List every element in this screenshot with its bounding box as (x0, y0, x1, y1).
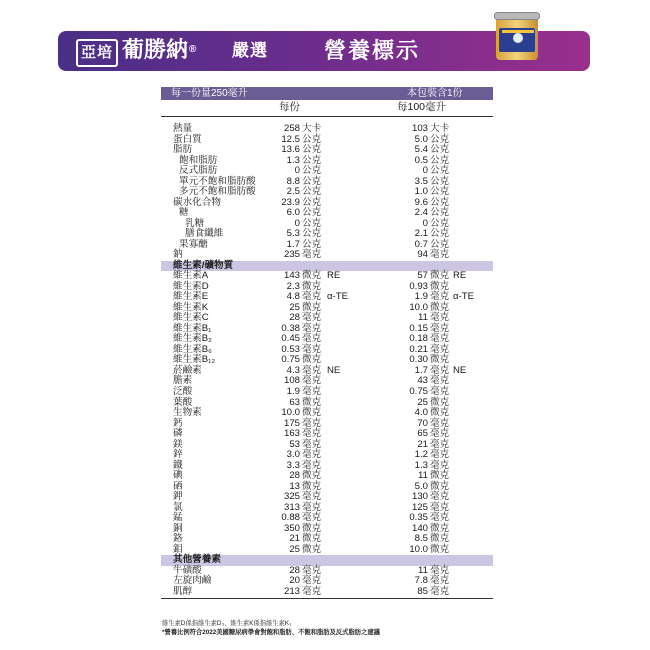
per-serving-unit: 微克 (302, 270, 322, 282)
per-serving-value: 6.0 (286, 207, 300, 219)
per-serving-unit: 微克 (302, 522, 322, 534)
per-serving-unit: 毫克 (302, 575, 322, 587)
per-serving-unit: 毫克 (302, 249, 322, 261)
section-title: 維生素/礦物質 (173, 259, 234, 271)
per-serving-value: 0.88 (281, 512, 300, 524)
column-per-serving: 每份 (279, 101, 300, 113)
per-serving-value: 5.3 (286, 228, 300, 240)
per-100ml-value: 140 (411, 522, 428, 534)
per-serving-unit-suffix: α-TE (327, 291, 349, 303)
nutrition-table (161, 87, 493, 616)
per-serving-unit: 毫克 (302, 386, 322, 397)
per-serving-unit: 公克 (302, 207, 322, 219)
table-header-bar (161, 87, 493, 100)
per-100ml-unit: 大卡 (430, 123, 450, 134)
per-serving-unit: 毫克 (302, 343, 322, 355)
per-100ml-unit: 公克 (430, 238, 450, 250)
per-serving-unit: 毫克 (302, 333, 322, 345)
nutrient-name: 牛磺酸 (173, 564, 202, 576)
nutrient-name: 葉酸 (173, 396, 193, 408)
per-100ml-value: 130 (411, 491, 428, 503)
nutrient-name: 維生素D (173, 280, 209, 292)
per-serving-value: 163 (283, 428, 300, 440)
nutrient-name: 乳糖 (185, 217, 205, 229)
per-serving-unit: 大卡 (302, 123, 322, 134)
per-100ml-unit: 微克 (430, 480, 450, 492)
nutrient-name: 膳食纖維 (185, 228, 224, 240)
per-100ml-value: 11 (418, 564, 428, 576)
can-label-emblem (513, 33, 523, 43)
per-100ml-unit-suffix: NE (453, 364, 467, 376)
nutrient-name: 錳 (173, 512, 183, 524)
per-serving-value: 3.0 (286, 449, 300, 461)
per-serving-value: 0.53 (281, 343, 300, 355)
per-serving-value: 3.3 (286, 459, 300, 471)
per-100ml-unit: 毫克 (430, 386, 450, 397)
servings-per-pack: 本包裝含1份 (407, 88, 463, 99)
per-100ml-unit: 毫克 (430, 249, 450, 261)
footnotes (162, 619, 492, 637)
per-serving-unit: 公克 (302, 165, 322, 177)
per-serving-value: 350 (283, 522, 300, 534)
per-100ml-value: 103 (411, 123, 428, 134)
per-100ml-value: 0.15 (409, 322, 428, 334)
nutrient-name: 硒 (173, 480, 183, 492)
nutrient-name: 維生素B₂ (173, 333, 212, 345)
per-100ml-unit: 微克 (430, 470, 450, 482)
per-100ml-unit: 微克 (430, 301, 450, 313)
per-serving-value: 313 (283, 501, 300, 513)
per-serving-unit: 公克 (302, 228, 322, 240)
per-100ml-value: 2.1 (414, 228, 428, 240)
brand-name-text: 葡勝納 (122, 37, 189, 62)
section-title: 其他營養素 (173, 554, 221, 566)
footnote-vitamins: 維生素D係指維生素D₃、維生素K係指維生素K₁ (162, 620, 292, 627)
nutrient-name: 維生素B₁₂ (173, 354, 216, 366)
per-serving-unit: 微克 (302, 470, 322, 482)
nutrient-name: 碘 (173, 470, 183, 482)
nutrient-name: 維生素C (173, 312, 209, 324)
per-100ml-unit: 公克 (430, 207, 450, 219)
nutrient-name: 蛋白質 (173, 133, 202, 145)
per-100ml-value: 57 (417, 270, 428, 282)
per-100ml-unit: 毫克 (430, 575, 450, 587)
per-serving-unit: 毫克 (302, 291, 322, 303)
header-divider (161, 116, 493, 117)
per-serving-unit-suffix: NE (327, 364, 341, 376)
per-serving-unit: 微克 (302, 480, 322, 492)
per-100ml-value: 2.4 (414, 207, 428, 219)
per-serving-unit: 公克 (302, 144, 322, 156)
per-100ml-unit: 公克 (430, 186, 450, 198)
per-100ml-unit: 微克 (430, 280, 450, 292)
per-serving-value: 8.8 (286, 175, 300, 187)
nutrient-name: 維生素B₁ (173, 322, 212, 334)
per-serving-unit: 毫克 (302, 428, 322, 440)
per-100ml-unit: 毫克 (430, 375, 450, 387)
per-100ml-value: 9.6 (414, 196, 428, 208)
per-serving-value: 63 (289, 396, 300, 408)
per-100ml-unit: 毫克 (430, 343, 450, 355)
per-100ml-value: 10.0 (409, 301, 428, 313)
per-100ml-unit: 毫克 (430, 291, 450, 303)
per-100ml-value: 0.30 (409, 354, 428, 366)
nutrient-name: 維生素A (173, 270, 209, 282)
per-serving-unit: 公克 (302, 154, 322, 166)
nutrient-name: 鉻 (173, 533, 183, 545)
per-serving-value: 25 (289, 543, 300, 555)
per-serving-value: 1.9 (286, 386, 300, 397)
per-100ml-unit: 微克 (430, 533, 450, 545)
per-serving-unit: 公克 (302, 217, 322, 229)
per-serving-value: 0 (294, 217, 300, 229)
per-serving-unit: 微克 (302, 533, 322, 545)
per-100ml-unit: 毫克 (430, 364, 450, 376)
per-serving-unit: 微克 (302, 543, 322, 555)
per-100ml-unit: 公克 (430, 175, 450, 187)
per-serving-unit: 毫克 (302, 564, 322, 576)
nutrient-name: 維生素K (173, 301, 209, 313)
per-serving-value: 20 (289, 575, 300, 587)
table-row (161, 387, 493, 398)
per-serving-unit: 毫克 (302, 501, 322, 513)
nutrient-name: 脂肪 (173, 144, 193, 156)
nutrient-name: 鉬 (173, 543, 183, 555)
per-100ml-unit: 毫克 (430, 491, 450, 503)
nutrient-name: 多元不飽和脂肪酸 (179, 186, 256, 198)
per-100ml-value: 65 (417, 428, 428, 440)
brand-name (122, 36, 196, 64)
per-serving-value: 0.38 (281, 322, 300, 334)
per-100ml-unit-suffix: α-TE (453, 291, 475, 303)
per-serving-value: 2.5 (286, 186, 300, 198)
per-serving-value: 4.8 (286, 291, 300, 303)
per-serving-value: 21 (289, 533, 300, 545)
per-serving-value: 13.6 (281, 144, 300, 156)
per-100ml-value: 0.21 (409, 343, 428, 355)
per-serving-unit: 公克 (302, 196, 322, 208)
per-100ml-unit: 公克 (430, 228, 450, 240)
per-100ml-unit: 毫克 (430, 428, 450, 440)
subtitle: 嚴選 (232, 41, 268, 60)
per-serving-unit: 微克 (302, 407, 322, 419)
per-serving-value: 258 (283, 123, 300, 134)
nutrient-name: 泛酸 (173, 386, 193, 397)
per-serving-unit: 公克 (302, 238, 322, 250)
per-100ml-unit: 毫克 (430, 333, 450, 345)
per-100ml-unit: 公克 (430, 217, 450, 229)
per-serving-value: 0.45 (281, 333, 300, 345)
per-100ml-value: 1.9 (414, 291, 428, 303)
per-serving-value: 12.5 (281, 133, 300, 145)
per-100ml-value: 21 (417, 438, 428, 450)
nutrient-name: 單元不飽和脂肪酸 (179, 175, 256, 187)
nutrient-name: 生物素 (173, 407, 202, 419)
nutrient-name: 氯 (173, 501, 183, 513)
per-serving-unit: 毫克 (302, 417, 322, 429)
table-row (161, 429, 493, 440)
per-100ml-value: 5.4 (414, 144, 428, 156)
table-row (161, 166, 493, 177)
nutrient-name: 反式脂肪 (179, 165, 218, 177)
per-serving-unit: 毫克 (302, 312, 322, 324)
nutrient-name: 飽和脂肪 (179, 154, 218, 166)
per-100ml-value: 5.0 (414, 133, 428, 145)
footnote-ada: *營養比例符合2022美國糖尿病學會對飽和脂肪、不飽和脂肪及反式脂肪之建議 (162, 629, 380, 636)
per-100ml-value: 5.0 (414, 480, 428, 492)
per-100ml-value: 0.93 (409, 280, 428, 292)
nutrient-name: 左旋肉鹼 (173, 575, 212, 587)
per-serving-value: 0.75 (281, 354, 300, 366)
per-serving-unit: 微克 (302, 301, 322, 313)
per-100ml-value: 4.0 (414, 407, 428, 419)
per-100ml-unit: 微克 (430, 396, 450, 408)
table-row (161, 587, 493, 598)
per-serving-value: 325 (283, 491, 300, 503)
can-lid (494, 12, 540, 20)
per-serving-value: 53 (289, 438, 300, 450)
per-100ml-value: 7.8 (414, 575, 428, 587)
per-100ml-value: 43 (417, 375, 428, 387)
per-100ml-unit: 微克 (430, 270, 450, 282)
nutrient-name: 菸鹼素 (173, 364, 202, 376)
nutrient-name: 鉀 (173, 491, 183, 503)
per-serving-unit: 毫克 (302, 491, 322, 503)
per-serving-value: 175 (283, 417, 300, 429)
per-100ml-unit: 毫克 (430, 449, 450, 461)
per-100ml-value: 0.18 (409, 333, 428, 345)
per-100ml-value: 8.5 (414, 533, 428, 545)
per-serving-value: 143 (283, 270, 300, 282)
per-100ml-value: 94 (417, 249, 428, 261)
per-100ml-unit: 微克 (430, 407, 450, 419)
per-100ml-unit: 微克 (430, 543, 450, 555)
per-100ml-unit: 公克 (430, 165, 450, 177)
per-serving-value: 108 (283, 375, 300, 387)
per-100ml-value: 0.35 (409, 512, 428, 524)
per-serving-value: 28 (289, 564, 300, 576)
product-can-image (494, 12, 540, 62)
per-100ml-unit: 公克 (430, 196, 450, 208)
per-serving-unit: 微克 (302, 354, 322, 366)
nutrient-name: 膽素 (173, 375, 193, 387)
per-serving-value: 213 (283, 585, 300, 597)
per-serving-value: 1.7 (286, 238, 300, 250)
per-serving-unit: 公克 (302, 186, 322, 198)
per-serving-unit: 毫克 (302, 375, 322, 387)
per-100ml-unit: 毫克 (430, 322, 450, 334)
per-serving-value: 2.3 (286, 280, 300, 292)
brand-logo: 亞培 (76, 39, 118, 67)
per-100ml-value: 0.75 (409, 386, 428, 397)
per-100ml-unit: 毫克 (430, 501, 450, 513)
per-serving-value: 28 (289, 312, 300, 324)
column-per-100ml: 每100毫升 (397, 101, 447, 113)
per-100ml-value: 25 (417, 396, 428, 408)
per-serving-unit: 公克 (302, 175, 322, 187)
table-row (161, 145, 493, 156)
per-serving-unit: 毫克 (302, 512, 322, 524)
per-serving-unit: 微克 (302, 396, 322, 408)
registered-mark: ® (189, 44, 197, 55)
per-100ml-value: 85 (417, 585, 428, 597)
per-100ml-value: 0 (422, 165, 428, 177)
nutrient-name: 鎂 (173, 438, 183, 450)
per-100ml-value: 10.0 (409, 543, 428, 555)
nutrient-name: 鐵 (173, 459, 183, 471)
nutrient-name: 果寡醣 (179, 238, 208, 250)
per-100ml-value: 125 (411, 501, 428, 513)
per-100ml-unit-suffix: RE (453, 270, 467, 282)
table-row (161, 408, 493, 419)
nutrient-name: 鈣 (173, 417, 183, 429)
per-serving-value: 28 (289, 470, 300, 482)
per-serving-value: 23.9 (281, 196, 300, 208)
per-100ml-unit: 毫克 (430, 417, 450, 429)
per-serving-value: 235 (283, 249, 300, 261)
per-100ml-unit: 毫克 (430, 438, 450, 450)
table-row (161, 124, 493, 135)
per-100ml-value: 70 (417, 417, 428, 429)
per-100ml-value: 1.2 (414, 449, 428, 461)
nutrient-name: 糖 (179, 207, 189, 219)
per-100ml-unit: 微克 (430, 522, 450, 534)
per-serving-value: 1.3 (286, 154, 300, 166)
per-100ml-value: 11 (418, 312, 428, 324)
per-serving-unit: 毫克 (302, 364, 322, 376)
per-100ml-unit: 微克 (430, 354, 450, 366)
table-bottom-rule (161, 598, 493, 599)
nutrient-name: 銅 (173, 522, 183, 534)
nutrient-name: 鋅 (173, 449, 183, 461)
per-serving-unit: 毫克 (302, 322, 322, 334)
per-100ml-unit: 毫克 (430, 459, 450, 471)
per-serving-unit: 微克 (302, 280, 322, 292)
per-100ml-value: 1.7 (414, 364, 428, 376)
per-serving-unit: 公克 (302, 133, 322, 145)
per-100ml-unit: 毫克 (430, 312, 450, 324)
per-100ml-value: 1.0 (414, 186, 428, 198)
per-serving-value: 0 (294, 165, 300, 177)
per-100ml-value: 0.7 (414, 238, 428, 250)
per-serving-unit: 毫克 (302, 438, 322, 450)
per-serving-unit: 毫克 (302, 459, 322, 471)
per-100ml-value: 11 (418, 470, 428, 482)
per-serving-unit: 毫克 (302, 449, 322, 461)
nutrient-name: 維生素B₆ (173, 343, 213, 355)
per-100ml-unit: 毫克 (430, 564, 450, 576)
per-100ml-value: 1.3 (414, 459, 428, 471)
per-100ml-value: 0.5 (414, 154, 428, 166)
nutrient-name: 磷 (173, 428, 183, 440)
per-100ml-unit: 公克 (430, 144, 450, 156)
per-100ml-unit: 公克 (430, 133, 450, 145)
serving-size: 每一份量250毫升 (171, 88, 248, 99)
page-title: 營養標示 (324, 38, 421, 63)
can-label (499, 28, 535, 52)
per-serving-value: 25 (289, 301, 300, 313)
per-100ml-value: 0 (422, 217, 428, 229)
per-serving-value: 10.0 (281, 407, 300, 419)
nutrient-name: 熱量 (173, 123, 193, 134)
per-100ml-unit: 毫克 (430, 585, 450, 597)
nutrient-name: 肌醇 (173, 585, 193, 597)
per-serving-value: 4.3 (286, 364, 300, 376)
per-serving-value: 13 (289, 480, 300, 492)
per-serving-unit-suffix: RE (327, 270, 341, 282)
nutrient-name: 維生素E (173, 291, 209, 303)
per-100ml-unit: 公克 (430, 154, 450, 166)
nutrient-name: 碳水化合物 (173, 196, 221, 208)
nutrient-name: 鈉 (173, 249, 183, 261)
per-serving-unit: 毫克 (302, 585, 322, 597)
per-100ml-unit: 毫克 (430, 512, 450, 524)
per-100ml-value: 3.5 (414, 175, 428, 187)
